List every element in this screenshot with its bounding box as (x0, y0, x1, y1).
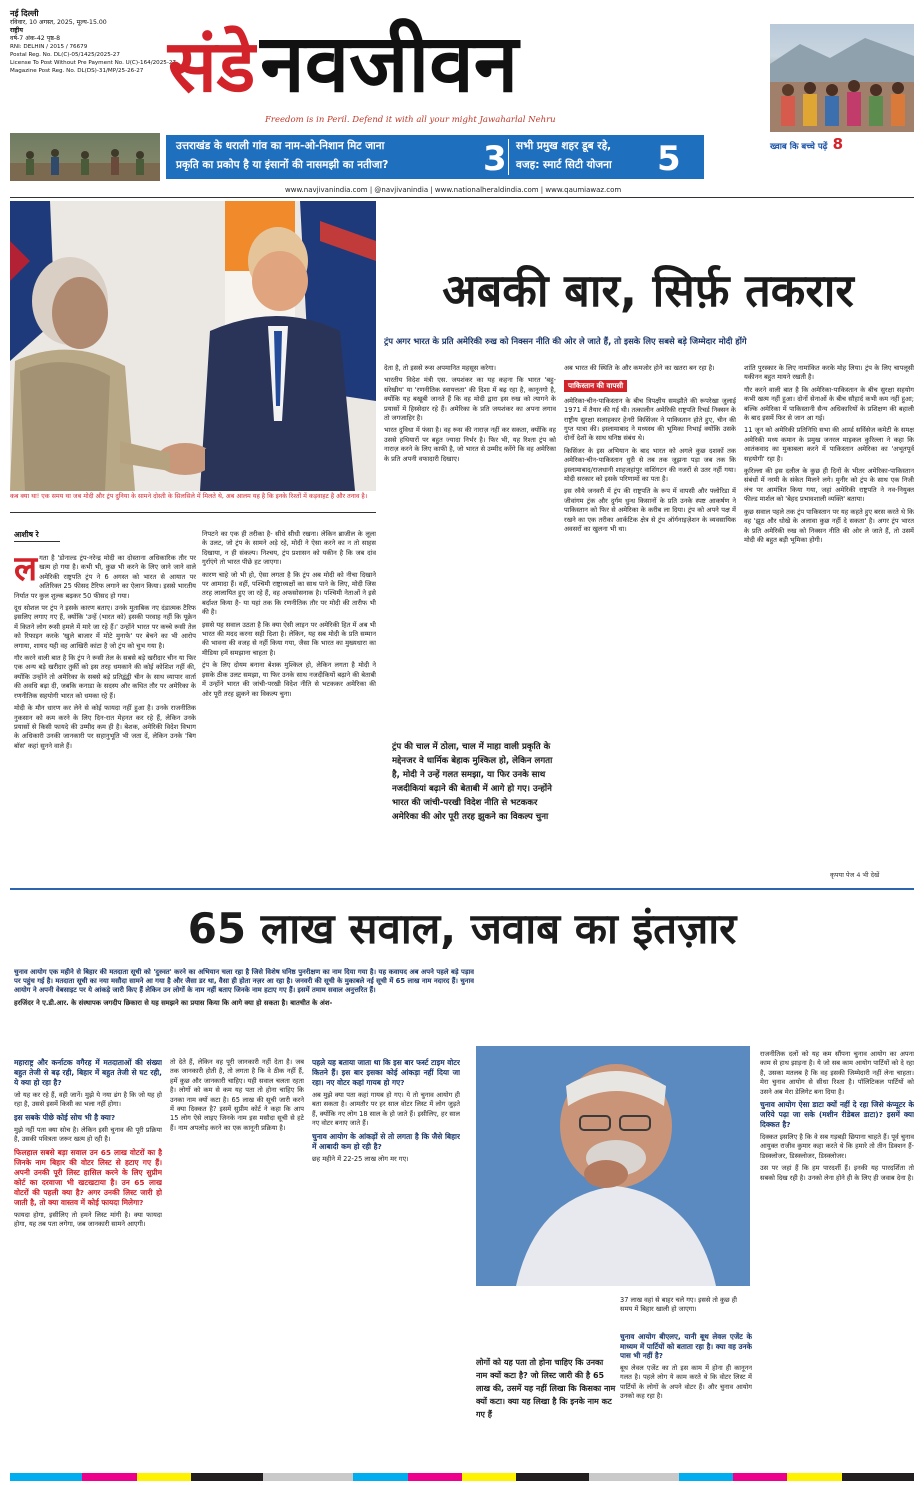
teaser-item-3[interactable] (770, 134, 914, 152)
issue-info: वर्ष-7 अंक-42 पृष्ठ-8 (10, 35, 61, 42)
lead-photo-caption-text: कब क्या था! एक समय था जब मोदी और ट्रंप दुनिया के सामने दोस्ती के सिलसिले में मिलते थे, अब आलम यह है कि इनके रिश्तों में कड़वाहट है और तनाव है। (10, 493, 368, 500)
continued-note[interactable]: कृपया पेज 4 भी देखें (830, 871, 880, 879)
qa-a3: फायदा होगा, इसीलिए तो हमने लिस्ट मांगी है। क्या फायदा होगा, यह तब पता लगेगा, जब जानकारी सामने आएगी। (14, 1210, 162, 1229)
rescue-photo (10, 133, 160, 181)
qa-a4: अब मुझे क्या पता कहां गायब हो गए। ये तो चुनाव आयोग ही बता सकता है। आमतौर पर हर साल वोटर लिस्ट में लोग जुड़ते हैं, क्योंकि नए लोग 18 साल के हो जाते हैं। इसीलिए, हर साल नए वोटर बनाए जाते हैं। (312, 1091, 460, 1128)
caption-rule (10, 512, 376, 513)
lead-col1-p3: गौर करने वाली बात है कि ट्रंप ने रूसी तेल के सबसे बड़े खरीदार चीन या फिर एक अन्य बड़े खरीदार तुर्की को इस तरह धमकाने की कोई कोशिश नहीं की, क्योंकि उन्होंने तो अमेरिका के सबसे बड़े प्रतिद्वंद्वी चीन के साथ व्यापार वार्ता की अवधि बढ़ा दी, जबकि कनाडा के सदस्य और कथित तौर पर अमेरिका के रणनीतिक सहयोगी भारत को धमका रहे हैं। (14, 654, 196, 700)
lead-col3-p1: देता है, तो इससे रूस अपमानित महसूस करेगा। (384, 364, 497, 372)
qa-a2: मुझे नहीं पता क्या सोच है। लेकिन इसी चुनाव की पूरी प्रक्रिया है, उसकी पवित्रता जरूर खत्म हो रही है। (14, 1125, 162, 1144)
lead-col5-p5: कुछ सवाल पहले तक ट्रंप पाकिस्तान पर यह कहते हुए बरस करते थे कि वह 'झूठ और धोखे के अलावा कुछ नहीं दे सकता' है। अगर ट्रंप भारत के प्रति अमेरिकी रुख को निक्सन नीति की ओर ले जाते हैं, तो उसमें मोदी की बहुत बड़ी भूमिका होगी। (744, 507, 914, 544)
lead-col2-p3: इससे यह सवाल उठता है कि क्या ऐसी लाइन पर अमेरिकी हित में अब भी भारत की मदद करना सही दिशा है। लेकिन, यह सब मोदी के प्रति सम्मान की भावना की वजह से नहीं किया गया, जैसा कि भारत का मुख्यधारा का मीडिया हमें समझाना चाहता है। (202, 620, 376, 657)
lead-col4-subhead: पाकिस्तान की वापसी (564, 380, 627, 391)
lead-col5-p2: गौर करने वाली बात है कि अमेरिका-पाकिस्तान के बीच सुरक्षा सहयोग कभी खत्म नहीं हुआ। दोनों सेनाओं के बीच सौहार्द कभी कम नहीं हुआ; बल्कि अमेरिका में पाकिस्तानी सैन्य अधिकारियों के प्रशिक्षण की बहाली के बाद इसमें फिर से जान आ गई। (744, 385, 914, 423)
lead-col4-p4: इस रवैये जनवरी में ट्रंप की राष्ट्रपति के रूप में वापसी और फ्लोरिडा में जीवांगम ट्रंक और दुर्गम धुन्ध किसानों के प्रति उनके स्पष्ट आकर्षण ने पाकिस्तान को फिर से अमेरिका के करीब ला दिया। ट्रंप को अपने पक्ष में रखने का एक तरीका आर्कटिक क्षेत्र से ट्रंप ऑर्गनाइज़ेशन के व्यवसायिक अवसरों का खुलना भी था। (564, 487, 736, 534)
license-info: License To Post Without Pre Payment No. U(C)-164/2025-27 (10, 60, 176, 66)
qa-q6: चुनाव आयोग बीएलए, यानी बूथ लेवल एजेंट के माध्यम में पार्टियों को बताता रहा है। क्या वह उनके पास भी नहीं है? (620, 1332, 752, 1361)
lead-col2-p1: निपटने का एक ही तरीका है- सीधे सीधी रखना। लेकिन ब्राजील के लूला के उलट, जो ट्रंप के सामने अड़े रहे, मोदी ने ऐसा करने का न तो साहस दिखाया, न ही संकल्प। निश्चय, ट्रंप प्रशासन को यकीन है कि जब दांव गुर्राएंगे तो भारत पीछे हट जाएगा। (202, 530, 376, 567)
masthead-rule (10, 197, 914, 198)
lead-col1-p1: गता है 'डोनाल्ड ट्रंप-नरेन्द्र मोदी का दोस्ताना अधिकारिक तौर पर खत्म हो गया है। कभी भी, कुछ भी करने के लिए जाने जाने वाले अमेरिकी राष्ट्रपति ट्रंप ने 6 अगस्त को भारत से आयात पर अतिरिक्त 25 फीसद टैरिफ लगाने का ऐलान किया। इससे भारतीय निर्यात पर कुल शुल्क बढ़कर 50 फीसद हो गया। (14, 554, 196, 600)
qa-col5-text: राजनीतिक दलों को यह कम सौंपना चुनाव आयोग का अपना काम से हाथ झाड़ना है। ये जो सब काम आयोग पार्टियों को दे रहा है, उसका मतलब है कि वह इसकी जिम्मेदारी नहीं लेना चाहता। मेरा चुनाव आयोग से सीधा रिश्ता है। पॉलिटिकल पार्टियों को उसने अब मेरा डेलिगेट बना दिया है। (760, 1050, 914, 1096)
dateline: रविवार, 10 अगस्त, 2025, मूल्य-15.00 (10, 19, 107, 26)
second-intro (14, 968, 474, 1050)
logo-sunday: संडे (168, 24, 256, 108)
lead-col4-p3: किसिंजर के इस अभियान के बाद भारत को अगले कुछ दशकों तक अमेरिका-चीन-पाकिस्तान धुरी से तब तक जूझना पड़ा जब तक कि इस्लामाबाद/राजधानी शाहजहांपुर वाशिंगटन की नजरों से उतर नहीं गया। मोदी सरकार को इसके परिणामों का पता है। (564, 446, 736, 484)
lead-photo-caption (10, 493, 376, 501)
postal-reg: Postal Reg. No. DL(C)-05/1425/2025-27 (10, 52, 120, 58)
second-byline-note: हरजिंदर ने ए.डी.आर. के संस्थापक जगदीप छिकारा से यह समझने का प्रयास किया कि आगे क्या हो सकता है। बातचीत के अंश- (14, 998, 333, 1007)
lead-col4-p2: अमेरिका-चीन-पाकिस्तान के बीच त्रिपक्षीय समझौते की रूपरेखा जुलाई 1971 में तैयार की गई थी। तत्कालीन अमेरिकी राष्ट्रपति रिचर्ड निक्सन के राष्ट्रीय सुरक्षा सलाहकार हेनरी किसिंजर ने पाकिस्तान होते हुए, चीन की गुप्त यात्रा की। इस्लामाबाद ने मध्यस्थ की भूमिका निभाई क्योंकि उसके दोनों देशों के साथ घनिष्ठ संबंध थे। (564, 396, 736, 443)
qa-q1: महाराष्ट्र और कर्नाटक वगैरह में मतदाताओं की संख्या बहुत तेजी से बढ़ रही, बिहार में बहुत तेजी से घट रही, ये क्या हो रहा है? (14, 1058, 162, 1087)
nehru-quote: Freedom is in Peril. Defend it with all your might Jawaharlal Nehru (265, 115, 556, 125)
qa-a7: दिक्कत इसलिए है कि वे सब गड़बड़ी छिपाना चाहते हैं। पूर्व चुनाव आयुक्त राजीव कुमार कहा करते थे कि हमारे तो तीन डिक्शन हैं- डिस्क्लोजर, डिस्क्लोजर, डिस्क्लोजर। (760, 1133, 914, 1160)
teaser-2-line2: वजह: स्मार्ट सिटी योजना (516, 159, 612, 171)
qa-a6: बूथ लेवल एजेंट का तो इस काम में होना ही कानूनन गलत है। पहले लोग ये काम करते थे कि वोटर लिस्ट में पार्टियों के लोगों के अपने वोटर हैं। और चुनाव आयोग उनको कह रहा है। (620, 1363, 752, 1400)
lead-column-5 (744, 364, 914, 864)
qa-q7: चुनाव आयोग ऐसा डाटा क्यों नहीं दे रहा जिसे कंप्यूटर के जरिये पढ़ा जा सके (मशीन रीडेबल डाटा)? इसमें क्या दिक्कत है? (760, 1100, 914, 1130)
lead-pull-quote: ट्रंप की चाल में ठोला, चाल में माहा वाली प्रकृति के मद्देनजर वे धार्मिक बेहाक मुश्किल हो, लेकिन लगता है, मोदी ने उन्हें गलत समझा, या फिर उनके साथ नजदीकियां बढ़ाने की बेताबी में आगे हो गए। उन्होंने भारत की जांची-परखी विदेश नीति से भटककर अमेरिका की ओर पूरी तरह झुकने का विकल्प चुना (392, 742, 553, 822)
teaser-2-line1: सभी प्रमुख शहर डूब रहे, (516, 140, 612, 152)
teaser-item-1[interactable] (176, 137, 476, 175)
lead-col3-p2: भारतीय विदेश मंत्री एस. जयशंकर का यह कहना कि भारत 'बहु-संरेखीय' या 'रणनीतिक स्वायत्तता' की दिशा में बढ़ रहा है, कानूनगो है, क्योंकि यह बखूबी जानते हैं कि वह मोदी द्वारा इस रुख को त्यागने के प्रयासों में हिस्सेदार रहे हैं। अमेरिका के प्रति जयशंकर का अपना लगाव तो जगजाहिर है। (384, 376, 556, 423)
lead-headline: अबकी बार, सिर्फ़ तकरार (442, 264, 854, 317)
children-photo (770, 24, 914, 132)
lead-column-1 (14, 554, 196, 884)
lead-deck: ट्रंप अगर भारत के प्रति अमेरिकी रुख को निक्सन नीति की ओर ले जाते हैं, तो इसके लिए सबसे बड़े जिम्मेदार मोदी होंगे (384, 336, 747, 346)
city: नई दिल्ली (10, 9, 39, 18)
rni-number: RNI: DELHIN / 2015 / 76679 (10, 44, 88, 50)
qa-column-3 (312, 1058, 460, 1458)
modi-trump-photo (10, 201, 376, 491)
qa-column-4 (620, 1332, 752, 1458)
qa-q4: पहले यह बताया जाता था कि इस बार फर्स्ट टाइम वोटर कितने हैं। इस बार इसका कोई आंकड़ा नहीं दिया जा रहा। नए वोटर कहां गायब हो गए? (312, 1058, 460, 1087)
lead-col2-p2: कारण चाहे जो भी हो, ऐसा लगता है कि ट्रंप अब मोदी को नीचा दिखाने पर आमादा हैं। वहीं, पश्चिमी राष्ट्राध्यक्षों का साथ पाने के लिए, मोदी जिस तरह लालायित हुए जा रहे हैं, वह अफसोसनाक है। पश्चिमी नेताओं ने इसे बर्दाश्त किया है- या यहां तक कि रणनीतिक तौर पर मोदी की तारीफ भी की है। (202, 570, 376, 617)
qa-q2: इस सबके पीछे कोई सोच भी है क्या? (14, 1112, 116, 1122)
second-intro-text: चुनाव आयोग एक महीने से बिहार की मतदाता सूची को 'दुरुस्त' करने का अभियान चला रहा है जिसे विशेष घनिष्ठ पुनरीक्षण का नाम दिया गया है। यह कवायद अब अपने पहले बड़े पड़ाव पर पहुंच गई है। मतदाता सूची का नया मसौदा सामने आ गया है और जैसा डर था, वैसा ही होता नज़र आ रहा है। जनवरी की सूची के मुकाबले नई सूची में 65 लाख नाम नदारद हैं। चुनाव आयोग ने अपनी वेबसाइट पर ये आंकड़े जारी किए हैं लेकिन उन लोगों के नाम नहीं बताए जिनके नाम हटाए गए हैं। इसमें तमाम सवाल अनुत्तरित हैं। (14, 968, 474, 995)
lead-col1-p2: दूध सोशल पर ट्रंप ने इसके कारण बताए। उनके मुताबिक नए दंडात्मक टैरिफ इसलिए लगाए गए हैं, क्योंकि 'उन्हें (भारत को) इसकी परवाह नहीं कि यूक्रेन में कितने लोग रूसी हमले में मारे जा रहे हैं।' उन्होंने भारत पर कच्चे रूसी तेल को रिफाइन करके 'खुले बाजार में मोटे मुनाफे' पर बेचने का भी आरोप लगाया, शायद यही वह आखिरी कांटा है जो ट्रंप को चुभ गया है। (14, 604, 196, 650)
section-divider (10, 888, 914, 890)
lead-col5-p4: कुरिल्ला की इस दलील के कुछ ही दिनों के भीतर अमेरिका-पाकिस्तान संबंधों में नरमी के संकेत मिलने लगे। मुनीर को ट्रंप के साथ एक निजी लंच पर आमंत्रित किया गया, जहां अमेरिकी राष्ट्रपति ने नव-नियुक्त फील्ड मार्शल को 'बेहद प्रभावशाली व्यक्ति' बताया। (744, 467, 914, 504)
teaser-divider (508, 139, 509, 175)
teaser-3-page: 8 (832, 135, 843, 153)
qa-q3: फिलहाल सबसे बड़ा सवाल उन 65 लाख वोटरों का है जिनके नाम बिहार की वोटर लिस्ट से हटाए गए हैं। अपनी उनकी पूरी लिस्ट हासिल करने के लिए सुप्रीम कोर्ट का दरवाजा भी खटखटाया है। उन 65 लाख वोटरों की पहली क्या है? अगर उनकी लिस्ट जारी हो जाती है, तो क्या वास्तव में कोई फायदा मिलेगा? (14, 1147, 162, 1207)
edition: राष्ट्रीय (10, 27, 23, 34)
chhikara-photo (476, 1046, 750, 1286)
byline-rule (14, 541, 60, 542)
lead-column-3 (384, 364, 556, 554)
drop-cap: ल (14, 554, 38, 589)
qa-column-5 (760, 1050, 914, 1458)
qa-column-2 (170, 1058, 304, 1458)
qa-q5: चुनाव आयोग के आंकड़ों से तो लगता है कि जैसे बिहार में आबादी कम हो रही है? (312, 1131, 460, 1151)
lead-byline: आशीष रे (14, 530, 39, 539)
lead-col4-p1: अब भारत की स्थिति के और कमजोर होने का खतरा बन रहा है। (564, 364, 715, 372)
masthead-logo (168, 18, 728, 110)
teaser-1-line1: उत्तराखंड के धराली गांव का नाम-ओ-निशान मिट जाना (176, 140, 385, 152)
web-links[interactable]: www.navjivanindia.com | @navjivanindia | www.nationalheraldindia.com | www.qaumiawaz.com (285, 186, 622, 194)
teaser-2-page: 5 (657, 139, 681, 179)
qa-col5-end: उस पर जहां हैं कि हम पारदर्शी हैं। इनकी यह पारदर्शिता तो सबको दिख रही है। उनको लेना होने ही के लिए ही जवाब देना है। (760, 1164, 914, 1182)
logo-navjivan: नवजीवन (260, 17, 519, 110)
teaser-1-page: 3 (483, 139, 507, 179)
qa-mid-text: 37 लाख वहां से बाहर चले गए। इससे तो कुछ ही समय में बिहार खाली हो जाएगा। (620, 1296, 737, 1314)
qa-a1: जो यह कर रहे हैं, वही जानें। मुझे ये नया ढंग है कि जो यह हो रहा है, उससे इसमें किसी का भला नहीं होगा। (14, 1091, 162, 1109)
qa-column-1 (14, 1058, 162, 1458)
qa-a5: छह महीने में 22-25 लाख लोग मर गए। (312, 1154, 409, 1163)
magazine-reg: Magazine Post Reg. No. DL(DS)-31/MP/25-26-27 (10, 68, 144, 74)
second-photo-caption: लोगों को यह पता तो होना चाहिए कि उनका नाम क्यों कटा है? जो लिस्ट जारी की है 65 लाख की, उसमें यह नहीं लिखा कि किसका नाम क्यों कटा। क्या यह लिखा है कि इनके नाम कट गए हैं (476, 1358, 616, 1419)
teaser-1-line2: प्रकृति का प्रकोप है या इंसानों की नासमझी का नतीजा? (176, 159, 389, 171)
lead-column-2 (202, 530, 376, 884)
qa-col2-text: तो देते हैं, लेकिन वह पूरी जानकारी नहीं देता है। जब तक जानकारी होती है, तो लगता है कि वे ठीक नहीं हैं, हमें कुछ और जानकारी चाहिए। यही सवाल चलता रहता है। लोगों को कम से कम यह पता तो होना चाहिए कि उनका नाम क्यों कटा है। 65 लाख की सूची जारी करने में क्या दिक्कत है? इसमें सुप्रीम कोर्ट ने कहा कि आप 15 लोग ऐसे लाइए जिनके नाम इस मसौदा सूची से हटे हैं। नाम अपलोड़ करने का एक कानूनी प्रक्रिया है। (170, 1058, 304, 1132)
second-headline: 65 लाख सवाल, जवाब का इंतज़ार (187, 904, 737, 953)
lead-column-4 (564, 364, 736, 884)
lead-col5-p1: शांति पुरस्कार के लिए नामांकित करके मोह लिया। ट्रंप के लिए चापलूसी यकीनन बहुत मायने रखती है। (744, 364, 914, 382)
lead-col5-p3: 11 जून को अमेरिकी प्रतिनिधि सभा की आर्म्ड सर्विसेज कमेटी के समक्ष अमेरिकी मध्य कमान के प्रमुख जनरल माइकल कुरिल्ला ने कहा कि आतंकवाद का मुकाबला करने में पाकिस्तान अमेरिका का 'अभूतपूर्व सहयोगी' रहा है। (744, 426, 914, 463)
masthead-info (10, 8, 176, 75)
lead-col3-p3: भारत दुविधा में फंसा है। वह रूस की नाराज़ नहीं कर सकता, क्योंकि वह उससे हथियारों पर बहुत ज्यादा निर्भर है। फिर भी, यह रिश्ता ट्रंप को नाराज़ करने के लिए काफी है, जो भारत से उम्मीद करेंगे कि वह अमेरिका के प्रति अपनी वफादारी दिखाए। (384, 426, 556, 463)
teaser-3-label: ख्वाब कि बच्चे पढ़ें (770, 142, 828, 152)
teaser-item-2[interactable] (516, 137, 656, 175)
lead-col2-p4: ट्रंप के लिए दोयम बनाना बेशक मुश्किल हो, लेकिन लगता है मोदी ने इसके ठीक उलट समझा, या फिर उनके साथ नजदीकियों बढ़ाने की बेताबी में उन्होंने भारत की जांची-परखी विदेश नीति से भटककर अमेरिका की ओर पूरी तरह झुकने का विकल्प चुना। (202, 661, 376, 698)
print-color-strip (10, 1466, 914, 1474)
lead-col1-p4: मोदी के मौन धारण कर लेने से कोई फायदा नहीं हुआ है। उनके राजनीतिक नुकसान को कम करने के लिए दिन-रात मेहनत कर रहे हैं, लेकिन उनके प्रयासों से किसी फायदे की उम्मीद कम ही है। बेशक, अमेरिकी विदेश विभाग के अधिकारी उनकी जानकारी पर सहानुभूति भी जता दें, लेकिन उनके 'बिग बॉस' कहां सुनने वाले हैं। (14, 704, 196, 750)
